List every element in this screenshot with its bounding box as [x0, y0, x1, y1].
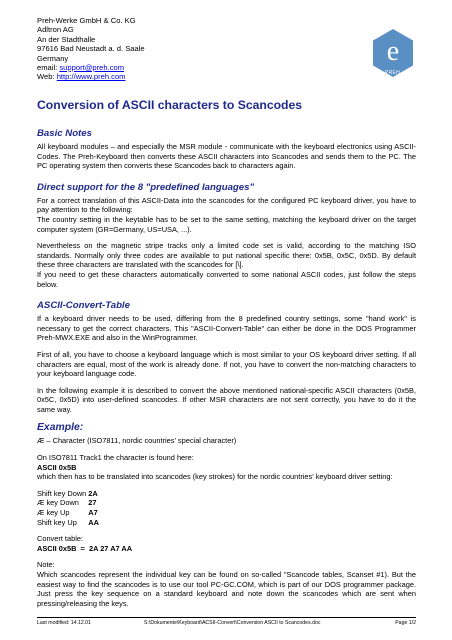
email-link[interactable]: support@preh.com: [59, 63, 125, 73]
example-line: On ISO7811 Track1 the character is found here:: [37, 453, 194, 463]
company-name: Preh-Werke GmbH & Co. KG: [37, 16, 136, 25]
table-row: Shift key Up AA: [37, 517, 99, 527]
paragraph: Nevertheless on the magnetic stripe tracks only a limited code set is valid, according to the matching ISO standards. Normally only three codes are available to put national specific there: 0x5B, 0x5C, 0x5D. By default these three characters are translated with the scancodes for [\].: [37, 241, 416, 270]
paragraph: In the following example it is described to convert the above mentioned national-specific ASCII characters (0x5B, 0x5C, 0x5D) into user-defined scancodes. If other MSR characters are not sent correctly, you have to do it the same way.: [37, 385, 416, 414]
footer-page: Page 1/2: [395, 620, 416, 626]
company-country: Germany: [37, 53, 69, 63]
table-row: Shift key Down 2A: [37, 488, 98, 498]
web-link[interactable]: http://www.preh.com: [56, 72, 126, 82]
table-row: Æ key Up A7: [37, 508, 98, 518]
table-row: Æ key Down 27: [37, 498, 97, 508]
convert-table-label: Convert table:: [37, 534, 84, 544]
paragraph: The country setting in the keytable has to be set to the same setting, matching the keyboard driver on the target computer system (GR=Germany, US=USA, ...).: [37, 214, 416, 234]
section-heading-basic: Basic Notes: [37, 128, 92, 139]
page-footer: [37, 617, 416, 628]
example-ascii: ASCII 0x5B: [37, 462, 77, 472]
company-street: An der Stadthalle: [37, 34, 96, 44]
paragraph: First of all, you have to choose a keyboard language which is most similar to your OS keyboard driver setting. If all characters are equal, most of the work is already done. If not, you have to convert the non-matching characters to your keyboard language code.: [37, 349, 416, 379]
company-city: 97616 Bad Neustadt a. d. Saale: [37, 44, 145, 54]
example-line: Æ – Character (ISO7811, nordic countries' special character): [37, 436, 237, 446]
section-heading-convert: ASCII-Convert-Table: [37, 300, 130, 312]
paragraph: For a correct translation of this ASCII-Data into the scancodes for the configured PC keyboard driver, you have to pay attention to the following:: [37, 195, 416, 215]
logo-label: PREH: [385, 70, 401, 76]
section-heading-direct: Direct support for the 8 "predefined languages": [37, 181, 254, 193]
footer-path: S:\Dokumente\Keyboard\ACSII-Convert\Conversion ASCII to Scancodes.doc: [144, 620, 321, 626]
web-line: Web: http://www.preh.com: [37, 72, 126, 82]
document-body: [37, 98, 416, 615]
note-text: Which scancodes represent the individual key can be found on so-called "Scancode tables, Scanset #1). But the easiest way to find the scancodes is to use our tool PC-GC.COM, which is part of our DOS programmer package. Just press the key sequence on a standard keyboard and note down the scancodes which are sent when pressing/releasing the keys.: [37, 570, 416, 608]
email-line: email: support@preh.com: [37, 63, 125, 73]
convert-table-value: ASCII 0x5B = 2A 27 A7 AA: [37, 543, 133, 553]
paragraph: If a keyboard driver needs to be used, differing from the 8 predefined country settings, some "hand work" is necessary to get the correct characters. This "ASCII-Convert-Table" can either be done in the DOS Programmer Preh-MWX.EXE and also in the WinProgrammer.: [37, 314, 416, 343]
svg-text:e: e: [386, 36, 400, 67]
section-heading-example: Example:: [37, 422, 84, 434]
example-line: which then has to be translated into scancodes (key strokes) for the nordic countries' keyboard driver setting:: [37, 472, 393, 482]
key-table: [37, 489, 99, 527]
paragraph: If you need to get these characters automatically converted to some national ASCII codes, just follow the steps below.: [37, 269, 416, 289]
company-address: [37, 16, 145, 82]
paragraph: All keyboard modules – and especially the MSR module - communicate with the keyboard electronics using ASCII-Codes. The Preh-Keyboard then converts these ASCII characters into Scancodes and sends them to the PC. The PC operating system then converts these Scancodes back to characters again.: [37, 142, 416, 171]
page-title: Conversion of ASCII characters to Scancodes: [37, 98, 303, 112]
note-label: Note:: [37, 560, 55, 570]
company-dept: Adltron AG: [37, 25, 74, 35]
footer-modified: Last modified: 14.12.01: [37, 620, 91, 626]
